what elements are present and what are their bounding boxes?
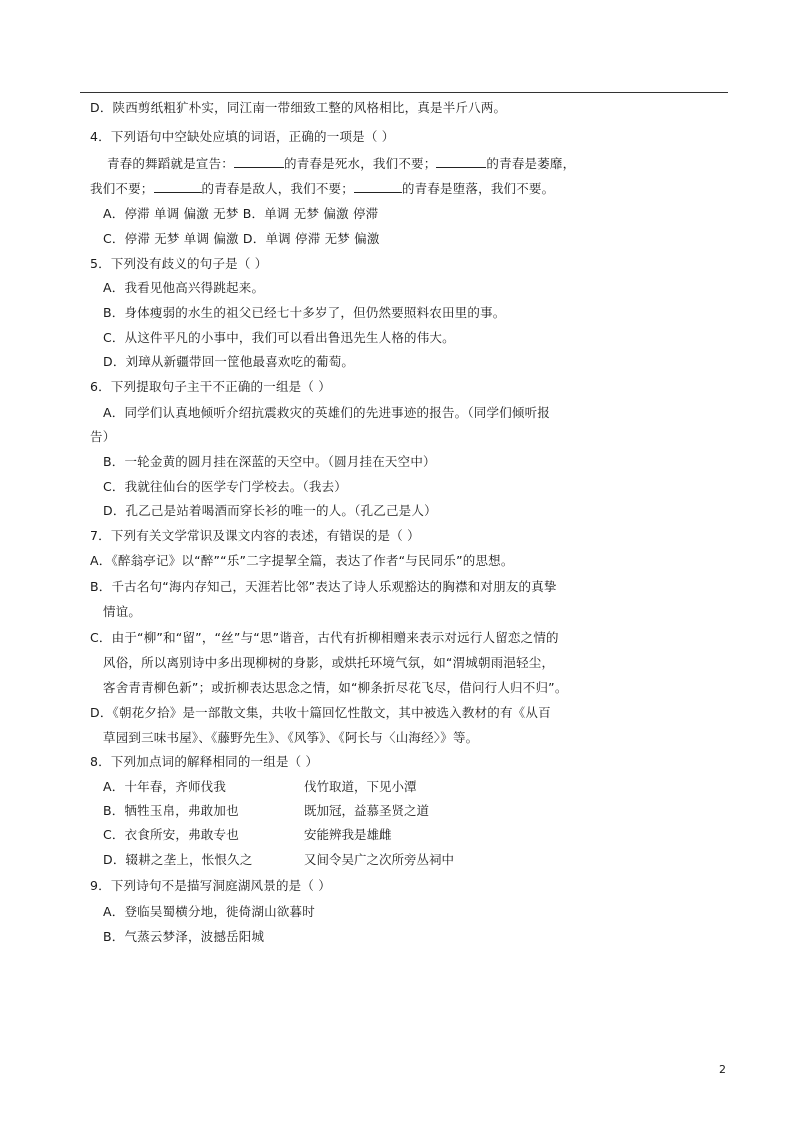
q4-s2-part-c: 的青春是堕落，我们不要。 [401, 181, 555, 196]
question-8-option-d: D．辍耕之垄上，怅恨久之 [103, 852, 253, 867]
question-8-option-b: B．牺牲玉帛，弗敢加也 [103, 803, 239, 818]
question-9-option-a: A．登临吴蜀横分地，徙倚湖山欲暮时 [103, 904, 315, 919]
question-5-option-c: C．从这件平凡的小事中，我们可以看出鲁迅先生人格的伟大。 [103, 330, 455, 345]
q4-s2-part-a: 我们不要； [90, 181, 154, 196]
option-d-line: D．陕西剪纸粗犷朴实，同江南一带细致工整的风格相比，真是半斤八两。 [90, 100, 507, 115]
question-4-sentence-1 [107, 155, 575, 172]
question-6-option-a-cont: 告） [90, 429, 116, 444]
question-5-option-d: D．刘璋从新疆带回一筐他最喜欢吃的葡萄。 [103, 354, 355, 369]
question-5: 5．下列没有歧义的句子是（ ） [90, 256, 268, 271]
question-7-option-a: A．《醉翁亭记》以“醉”“乐”二字提挈全篇，表达了作者“与民同乐”的思想。 [90, 553, 514, 568]
question-6-option-c: C．我就往仙台的医学专门学校去。（我去） [103, 479, 347, 494]
fill-blank [354, 180, 402, 193]
header-rule [80, 92, 728, 93]
fill-blank [154, 180, 202, 193]
question-6-option-b: B．一轮金黄的圆月挂在深蓝的天空中。（圆月挂在天空中） [103, 454, 436, 469]
question-7-option-b: B．千古名句“海内存知己，天涯若比邻”表达了诗人乐观豁达的胸襟和对朋友的真挚 [90, 579, 557, 594]
question-4-options-ab: A．停滞 单调 偏激 无梦 B．单调 无梦 偏激 停滞 [103, 206, 379, 221]
q4-s1-part-a: 青春的舞蹈就是宣告： [107, 156, 235, 171]
fill-blank [234, 155, 284, 168]
q4-s2-part-b: 的青春是敌人，我们不要； [201, 181, 354, 196]
fill-blank [436, 155, 486, 168]
question-5-option-b: B．身体瘦弱的水生的祖父已经七十多岁了，但仍然要照料农田里的事。 [103, 305, 506, 320]
question-6-option-a: A．同学们认真地倾听介绍抗震救灾的英雄们的先进事迹的报告。（同学们倾听报 [103, 405, 551, 420]
question-7-option-d: D．《朝花夕拾》是一部散文集，共收十篇回忆性散文，其中被选入教材的有《从百 [90, 705, 551, 720]
question-4-options-cd: C．停滞 无梦 单调 偏激 D．单调 停滞 无梦 偏激 [103, 231, 380, 246]
question-7-option-b-cont: 情谊。 [103, 604, 142, 619]
question-8-option-b-compare: 既加冠，益慕圣贤之道 [304, 803, 430, 818]
page-number: 2 [719, 1063, 726, 1076]
question-6: 6．下列提取句子主干不正确的一组是（ ） [90, 379, 331, 394]
question-8-option-a-compare: 伐竹取道，下见小潭 [304, 779, 417, 794]
question-7-option-d-cont: 草园到三味书屋》、《藤野先生》、《风筝》、《阿长与〈山海经〉》等。 [103, 730, 479, 745]
question-7-option-c-cont-2: 客舍青青柳色新”；或折柳表达思念之情，如“柳条折尽花飞尽，借问行人归不归”。 [103, 680, 568, 695]
q4-s1-part-c: 的青春是萎靡， [486, 156, 576, 171]
question-8-option-d-compare: 又间令吴广之次所旁丛祠中 [304, 852, 455, 867]
question-9-option-b: B．气蒸云梦泽，波撼岳阳城 [103, 929, 265, 944]
question-7-option-c-cont-1: 风俗，所以离别诗中多出现柳树的身影，或烘托环境气氛，如“渭城朝雨浥轻尘， [103, 655, 555, 670]
question-5-option-a: A．我看见他高兴得跳起来。 [103, 280, 265, 295]
question-9: 9．下列诗句不是描写洞庭湖风景的是（ ） [90, 878, 331, 893]
q4-s1-part-b: 的青春是死水，我们不要； [284, 156, 437, 171]
question-8-option-c: C．衣食所安，弗敢专也 [103, 827, 239, 842]
question-7: 7．下列有关文学常识及课文内容的表述，有错误的是（ ） [90, 528, 420, 543]
question-8: 8．下列加点词的解释相同的一组是（ ） [90, 754, 319, 769]
question-7-option-c: C．由于“柳”和“留”，“丝”与“思”谐音，古代有折柳相赠来表示对远行人留恋之情的 [90, 630, 559, 645]
question-8-option-a: A．十年春，齐师伐我 [103, 779, 227, 794]
question-4-sentence-2 [90, 180, 554, 197]
question-6-option-d: D．孔乙己是站着喝酒而穿长衫的唯一的人。（孔乙己是人） [103, 503, 437, 518]
question-4: 4．下列语句中空缺处应填的词语，正确的一项是（ ） [90, 129, 395, 144]
question-8-option-c-compare: 安能辨我是雄雌 [304, 827, 392, 842]
